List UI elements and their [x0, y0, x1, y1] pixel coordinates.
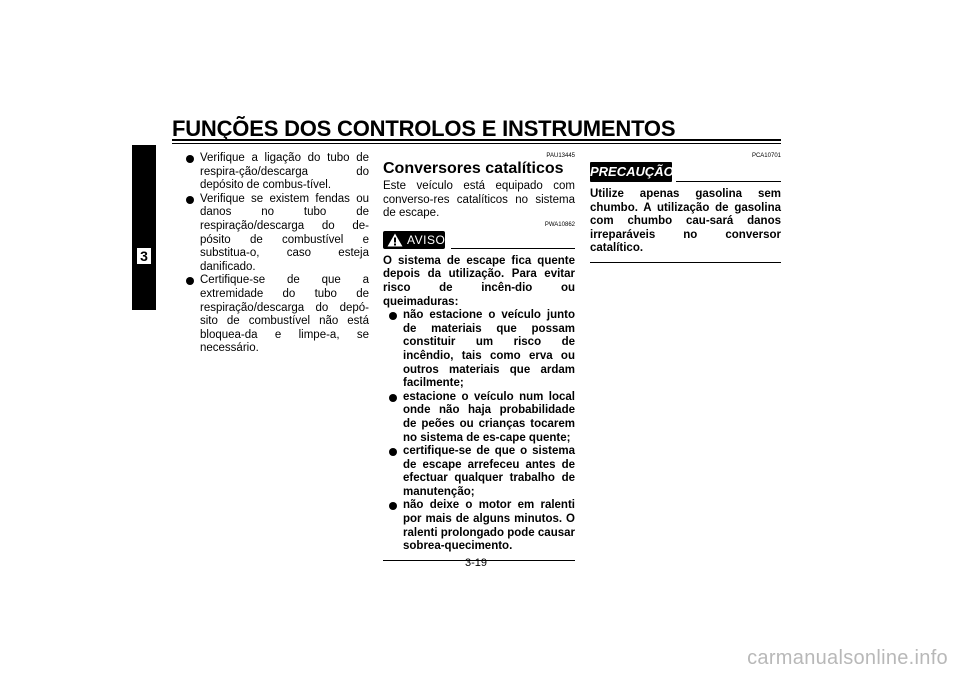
- header-rule: [172, 139, 781, 141]
- caution-badge: PRECAUÇÃO: [590, 162, 672, 182]
- watermark: carmanualsonline.info: [747, 647, 948, 669]
- warning-code: PWA10862: [544, 221, 575, 228]
- caution-rule: [676, 181, 781, 182]
- list-item: Verifique se existem fendas ou danos no tubo de respiração/descarga do de-pósito de combustível e substitua-o, caso esteja danificado.: [186, 193, 369, 275]
- section-title: Conversores catalíticos: [383, 160, 564, 177]
- list-item: não deixe o motor em ralenti por mais de alguns minutos. O ralenti prolongado pode causar sobrea-quecimento.: [389, 499, 575, 553]
- list-item: não estacione o veículo junto de materiais que possam constituir um risco de incêndio, tais como erva ou outros materiais que ardam facilmente;: [389, 309, 575, 391]
- warning-triangle-icon: [387, 233, 403, 247]
- caution-text: Utilize apenas gasolina sem chumbo. A utilização de gasolina com chumbo cau-sará danos irreparáveis no conversor catalítico.: [590, 188, 781, 255]
- caution-code: PCA10701: [751, 153, 781, 159]
- list-item: estacione o veículo num local onde não haja probabilidade de peões ou crianças tocarem no sistema de es-cape quente;: [389, 391, 575, 445]
- warning-label: AVISO: [407, 232, 446, 247]
- section-code: PAU13445: [546, 153, 575, 159]
- caution-end-rule: [590, 262, 781, 263]
- list-item: certifique-se de que o sistema de escape arrefeceu antes de efectuar qualquer trabalho de manutenção;: [389, 445, 575, 499]
- caution-header: [590, 162, 781, 184]
- warning-text: O sistema de escape fica quente depois da utilização. Para evitar risco de incên-dio ou queimaduras:: [383, 254, 575, 308]
- chapter-number: 3: [137, 248, 151, 264]
- inspection-list: [186, 152, 369, 356]
- header-rule-thin: [172, 143, 781, 144]
- page-number: 3-19: [465, 557, 488, 569]
- column-left: [186, 152, 369, 356]
- column-middle: [383, 152, 575, 561]
- list-item: Certifique-se de que a extremidade do tubo de respiração/descarga do depó-sito de combustível não está bloquea-da e limpe-a, se necessário.: [186, 274, 369, 356]
- warning-badge: [383, 231, 445, 249]
- section-intro: Este veículo está equipado com converso-res catalíticos no sistema de escape.: [383, 180, 575, 220]
- warning-list: [383, 309, 575, 554]
- warning-rule: [451, 248, 575, 249]
- warning-header: [383, 231, 575, 251]
- column-right: [590, 152, 781, 263]
- page-title: FUNÇÕES DOS CONTROLOS E INSTRUMENTOS: [172, 116, 676, 141]
- list-item: Verifique a ligação do tubo de respira-ção/descarga do depósito de combus-tível.: [186, 152, 369, 193]
- chapter-tab: [132, 145, 156, 310]
